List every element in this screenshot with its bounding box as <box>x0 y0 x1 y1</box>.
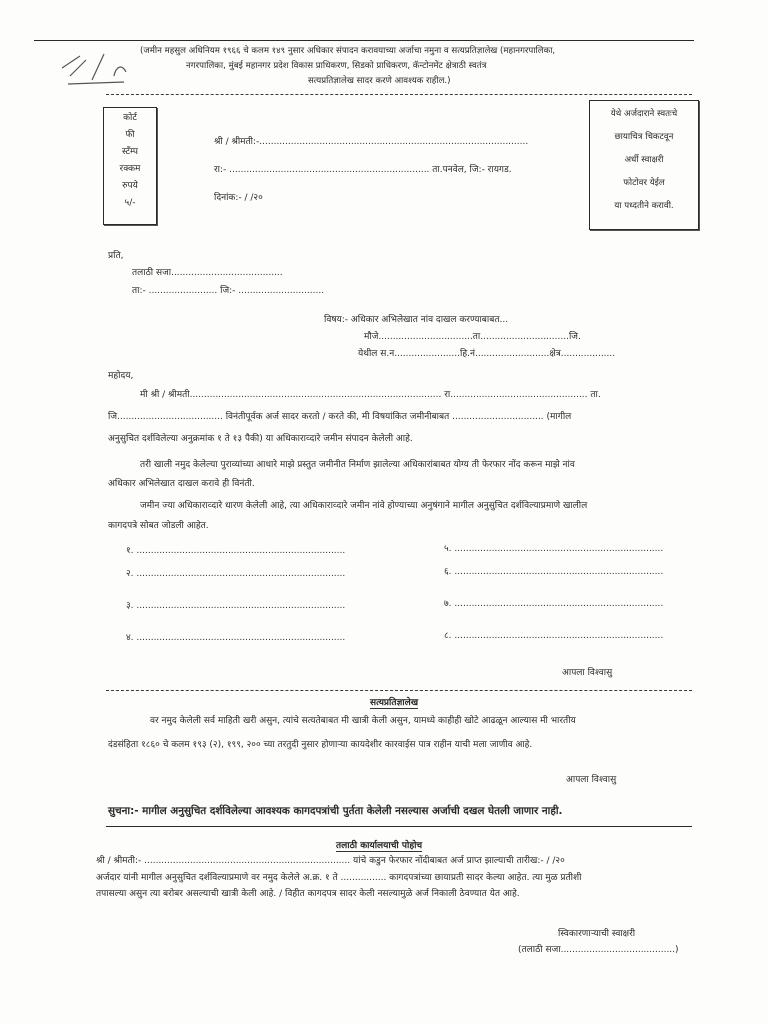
body-para3-line1: जमीन ज्या अधिकाराव्दारे धारण केलेली आहे, त्या अधिकाराव्दारे जमीन नांवे होण्याच्या अनुषंगाने मागील अनुसुचित दर्शविल्याप्रमाणे खालील <box>140 501 588 511</box>
stamp-box-line: कोर्ट <box>123 113 137 123</box>
stamp-box-line: स्टँम्प <box>121 147 139 157</box>
office-ack-line-3: तपासल्या असुन त्या बरोबर असल्याची खात्री केली आहे. / विहीत कागदपत्र सादर केली नसल्यामुळे अर्ज निकाली ठेवण्यात येत आहे. <box>96 889 520 899</box>
document-item: ५. ......................................................................... <box>444 544 664 554</box>
document-item: १. ......................................................................... <box>126 546 346 556</box>
court-fee-stamp-box <box>103 107 157 225</box>
header-line-2: नगरपालिका, मुंबई महानगर प्रदेश विकास प्राधिकरण, सिडको प्राधिकरण, कॅन्टोनमेंट क्षेत्राठी स्वतंत्र <box>186 61 487 71</box>
header-line-3: सत्यप्रतिज्ञालेख सादर करणे आवश्यक राहील.) <box>308 76 451 86</box>
stamp-box-line: ५/- <box>124 198 136 208</box>
affidavit-title: सत्यप्रतिज्ञालेख <box>370 695 418 709</box>
body-para1-line2: जि..................................... विनंतीपूर्वक अर्ज सादर करतो / करते की, मी विषयांकित जमीनीबाबत ................................ (मागील <box>108 412 572 422</box>
corner-scribble <box>52 46 142 96</box>
photo-box-line: छायाचित्र चिकटवून <box>614 132 674 142</box>
office-ack-line-2: अर्जदार यांनी मागील अनुसुचित दर्शविल्याप्रमाणे वर नमुद केलेले अ.क्र. १ ते ................ कागदपत्रांच्या छायाप्रती सादर केल्या आहेत. त्या मुळ प्रतीशी <box>96 873 582 883</box>
photo-box-line: फोटोवर येईल <box>623 178 665 188</box>
applicant-name-row: श्री / श्रीमती:-.............................................................................................. <box>214 137 529 147</box>
applicant-date-row: दिनांक:- / /२० <box>214 193 263 203</box>
closing-yours-faithfully: आपला विश्वासु <box>562 668 613 678</box>
body-para1-line3: अनुसुचित दर्शविलेल्या अनुक्रमांक १ ते १३ पैकी) या अधिकाराव्दारे जमीन संपादन केलेली आहे. <box>108 434 413 444</box>
photo-box-line: या पध्दतीने करावी. <box>614 201 674 211</box>
receiver-signature-label: स्विकारणाऱ्याची स्वाक्षरी <box>558 929 636 939</box>
photo-box-line: येथे अर्जदाराने स्वतःचे <box>610 109 678 119</box>
photo-box <box>589 100 699 230</box>
addressee-taluka-district: ता:- ........................ जि:- .............................. <box>132 286 325 296</box>
stamp-box-line: रक्कम <box>119 164 141 174</box>
office-ack-line-1: श्री / श्रीमती:- ........................................................................ यांचे कडुन फेरफार नोंदीबाबत अर्ज प्राप्त झाल्याची तारीख:- / /२० <box>96 856 565 866</box>
addressee-prati: प्रति, <box>108 251 124 261</box>
notice-text: सुचना:- मागील अनुसुचित दर्शविलेल्या आवश्यक कागदपत्रांची पुर्तता केलेली नसल्यास अर्जाची दखल घेतली जाणार नाही. <box>108 805 563 817</box>
stamp-box-line: फी <box>125 130 135 140</box>
closing-yours-faithfully-2: आपला विश्वासु <box>566 775 617 785</box>
addressee-talathi: तलाठी सजा....................................... <box>132 268 283 278</box>
subject-line-1: विषय:- अधिकार अभिलेखात नांव दाखल करण्याबाबत... <box>324 315 509 325</box>
document-item: २. ......................................................................... <box>126 569 346 579</box>
affidavit-line-1: वर नमुद केलेली सर्व माहिती खरी असुन, त्यांचे सत्यतेबाबत मी खात्री केली असुन, यामध्ये काहीही खोटे आढळून आल्यास मी भारतीय <box>150 716 576 726</box>
body-para2-line1: तरी खाली नमुद केलेल्या पुराव्यांच्या आधारे माझे प्रस्तुत जमीनीत निर्माण झालेल्या अधिकारांबाबत योग्य ती फेरफार नोंद करून माझे नांव <box>140 460 575 470</box>
body-para2-line2: अधिकार अभिलेखात दाखल करावे ही विनंती. <box>108 479 255 489</box>
affidavit-line-2: दंडसंहिता १८६० चे कलम १९३ (२), १९९, २०० च्या तरतुदी नुसार होणाऱ्या कायदेशीर कारवाईस पात्र राहीन याची मला जाणीव आहे. <box>108 740 533 750</box>
photo-box-line: अर्धी स्वाक्षरी <box>624 155 664 165</box>
section-divider <box>106 690 692 691</box>
header-top-rule <box>34 40 694 41</box>
subject-line-3: येथील स.न.......................हि.नं..........................क्षेत्र................... <box>358 349 616 359</box>
talathi-saja-label: (तलाठी सजा........................................) <box>518 945 679 955</box>
document-item: ७. ......................................................................... <box>444 599 664 609</box>
office-ack-title: तलाठी कार्यालयाची पोहोच <box>336 838 422 852</box>
body-para3-line2: कागदपत्रे सोबत जोडली आहेत. <box>108 521 209 531</box>
notice-underline <box>106 826 692 827</box>
applicant-address-row: रा:- ...................................................................... ता.पनवेल, जि:- रायगड. <box>214 165 512 175</box>
header-line-1: (जमीन महसुल अधिनियम १९६६ चे कलम १४९ नुसार अधिकार संपादन करावयाच्या अर्जाचा नमुना व सत्यप्रतिज्ञालेख (महानगरपालिका, <box>140 46 556 56</box>
document-item: ६. ......................................................................... <box>444 567 664 577</box>
subject-line-2: मौजे.................................ता...............................जि. <box>364 332 581 342</box>
header-dashed-rule <box>106 94 692 95</box>
document-item: ८. ......................................................................... <box>444 631 664 641</box>
salutation: महोदय, <box>108 371 134 381</box>
stamp-box-line: रुपये <box>122 181 138 191</box>
document-item: ४. ......................................................................... <box>126 633 346 643</box>
document-item: ३. ......................................................................... <box>126 601 346 611</box>
body-para1-line1: मी श्री / श्रीमती........................................................................................ रा................................................ ता. <box>140 390 601 400</box>
